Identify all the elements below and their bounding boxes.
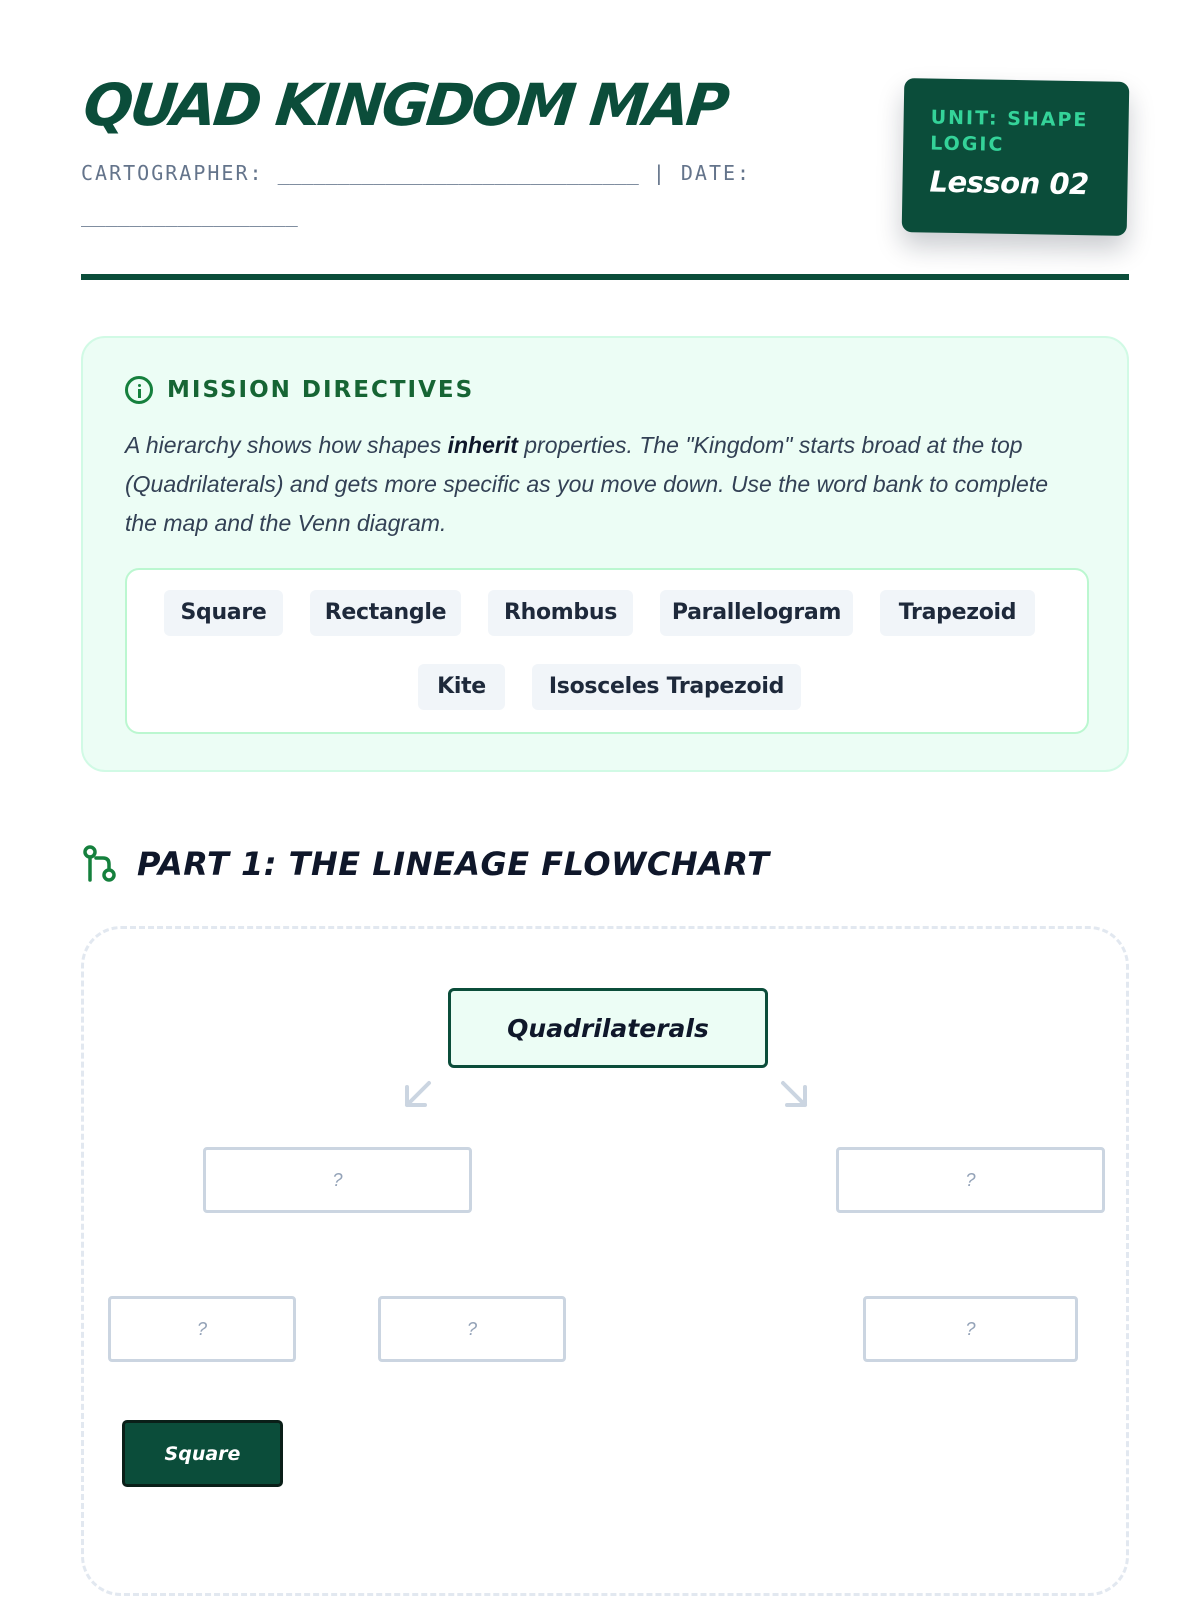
word-chip-parallelogram[interactable]: Parallelogram: [660, 590, 853, 636]
arrow-down-left-icon: [401, 1077, 435, 1111]
lesson-number: Lesson 02: [929, 164, 1090, 202]
page-title: QUAD KINGDOM MAP: [80, 71, 730, 139]
word-bank: [125, 568, 1089, 734]
flow-node-blank[interactable]: ?: [378, 1296, 566, 1362]
word-chip-isosceles-trapezoid[interactable]: Isosceles Trapezoid: [532, 664, 801, 710]
mission-text-start: A hierarchy shows how shapes: [125, 432, 448, 458]
cartographer-blank[interactable]: ______________________________: [277, 161, 639, 185]
mission-text: [125, 426, 1085, 543]
lesson-unit: UNIT: SHAPE LOGIC: [930, 106, 1089, 156]
mission-directives-box: [81, 336, 1129, 772]
mission-header: [125, 376, 474, 404]
word-chip-trapezoid[interactable]: Trapezoid: [880, 590, 1035, 636]
date-label: DATE:: [680, 161, 752, 185]
flowchart-area: [81, 926, 1129, 1596]
word-chip-square[interactable]: Square: [164, 590, 283, 636]
branch-icon: [81, 844, 121, 884]
mission-text-end: properties. The "Kingdom" starts broad at the top (Quadrilaterals) and gets more specific as you move down. Use the word bank to complete the map and the Venn diagram.: [125, 432, 1048, 536]
mission-text-bold: inherit: [447, 432, 518, 458]
header-divider: [81, 274, 1129, 280]
flow-node-blank[interactable]: ?: [863, 1296, 1078, 1362]
word-chip-rectangle[interactable]: Rectangle: [310, 590, 461, 636]
cartographer-label: CARTOGRAPHER:: [81, 161, 264, 185]
flow-node-blank[interactable]: ?: [203, 1147, 472, 1213]
word-chip-rhombus[interactable]: Rhombus: [488, 590, 633, 636]
cartographer-date-line: [81, 152, 891, 236]
part1-header: [81, 844, 769, 884]
date-blank[interactable]: __________________: [81, 203, 298, 227]
flow-node-square: Square: [122, 1420, 283, 1487]
flow-node-quadrilaterals: Quadrilaterals: [448, 988, 768, 1068]
info-icon: [125, 376, 153, 404]
flow-node-blank[interactable]: ?: [108, 1296, 296, 1362]
word-chip-kite[interactable]: Kite: [418, 664, 505, 710]
part1-title: PART 1: THE LINEAGE FLOWCHART: [137, 845, 770, 883]
flow-node-blank[interactable]: ?: [836, 1147, 1105, 1213]
mission-title: MISSION DIRECTIVES: [167, 377, 475, 403]
lesson-card: [902, 78, 1130, 236]
meta-separator: |: [652, 161, 667, 185]
arrow-down-right-icon: [777, 1077, 811, 1111]
